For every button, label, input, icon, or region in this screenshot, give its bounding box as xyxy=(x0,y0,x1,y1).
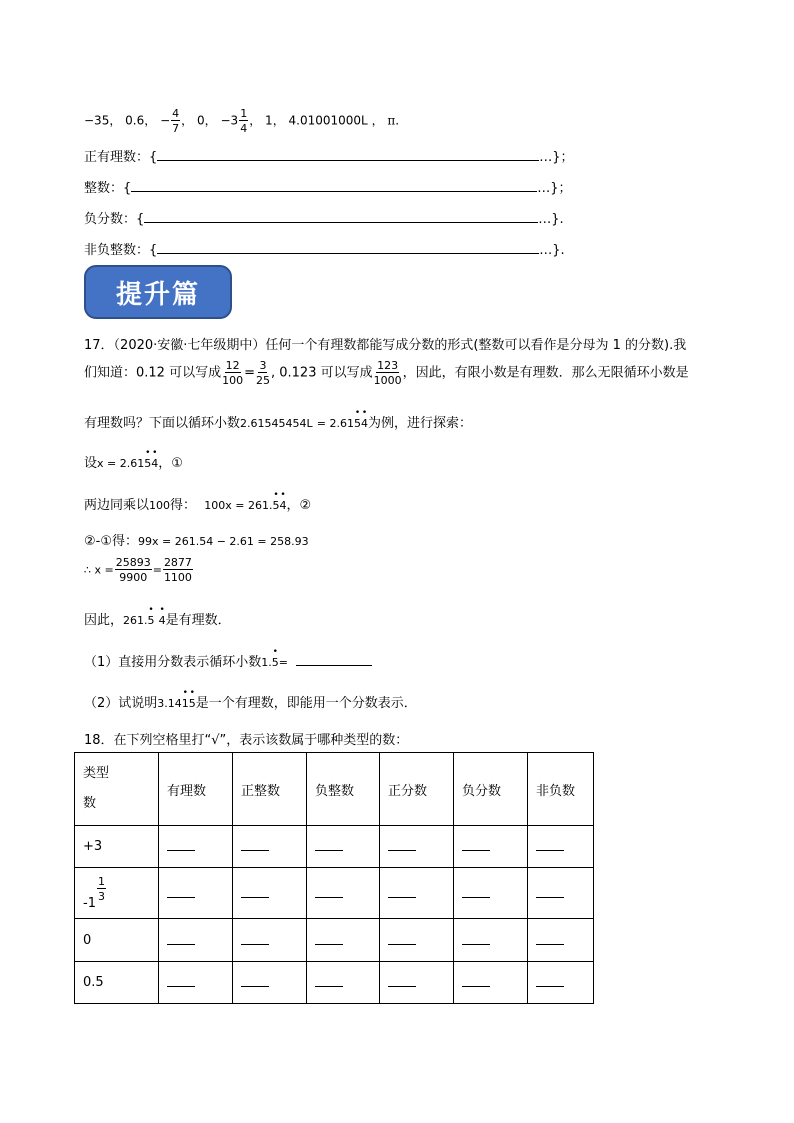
table-header-row xyxy=(75,753,594,826)
header-corner xyxy=(75,753,159,826)
table-row xyxy=(75,868,594,919)
answer-cell[interactable] xyxy=(454,919,528,962)
denominator: 1000 xyxy=(373,374,402,387)
denominator: 9900 xyxy=(119,571,148,584)
table-row xyxy=(75,826,594,868)
classify-label: 负分数：{ xyxy=(84,212,145,227)
answer-cell[interactable] xyxy=(307,962,380,1004)
text-run: 两边同乘以 xyxy=(84,498,150,513)
text-run: 们知道：0.12 可以写成 xyxy=(84,365,222,381)
answer-cell[interactable] xyxy=(454,962,528,1004)
answer-blank[interactable] xyxy=(315,932,343,945)
answer-blank[interactable] xyxy=(536,885,564,898)
repeat-digit: • 5 xyxy=(148,614,155,627)
answer-blank[interactable] xyxy=(167,974,195,987)
text-run: 是有理数． xyxy=(165,613,231,628)
answer-blank[interactable] xyxy=(315,838,343,851)
text-run: , 0.123 可以写成 xyxy=(270,365,373,381)
answer-blank[interactable] xyxy=(388,974,416,987)
column-header: 负分数 xyxy=(454,753,528,826)
classify-label: 正有理数：{ xyxy=(84,150,158,165)
text-run: （2）试说明 xyxy=(84,696,158,711)
repeat-digit: • 4 xyxy=(361,417,368,430)
classify-positive-rational xyxy=(84,146,574,165)
math-run: 1. xyxy=(261,656,272,669)
classify-negative-fraction xyxy=(84,208,564,227)
separator: ， xyxy=(109,113,122,128)
repeat-digit: • 4 xyxy=(159,614,166,627)
mixed-whole: -1 xyxy=(83,895,96,911)
column-header: 正整数 xyxy=(233,753,307,826)
separator: . xyxy=(395,113,400,128)
number-item: 4.01001000L xyxy=(288,113,368,128)
text-run: ，因此，有限小数是有理数．那么无限循环小数是 xyxy=(402,365,689,381)
numerator: 1 xyxy=(97,875,105,888)
math-run: 3.14 xyxy=(157,697,182,710)
fraction xyxy=(256,360,270,386)
fraction xyxy=(115,557,152,583)
answer-cell[interactable] xyxy=(380,868,454,919)
classify-tail: …}； xyxy=(537,181,572,196)
answer-cell[interactable] xyxy=(380,919,454,962)
q17-step5 xyxy=(84,609,231,628)
repeat-digit: • 5 xyxy=(189,697,196,710)
pi-item: π xyxy=(387,113,396,128)
text-run: 有理数吗？下面以循环小数 xyxy=(84,416,241,431)
answer-cell[interactable] xyxy=(159,962,233,1004)
answer-blank[interactable] xyxy=(315,974,343,987)
numerator: 2877 xyxy=(163,556,192,569)
number-item-sign: − xyxy=(160,113,171,128)
answer-cell[interactable] xyxy=(159,919,233,962)
header-corner-top: 类型 xyxy=(83,766,110,781)
q18-text: 18．在下列空格里打“√”，表示该数属于哪种类型的数： xyxy=(84,733,409,748)
q17-line2 xyxy=(84,360,689,386)
text-run: ，① xyxy=(158,456,183,471)
answer-blank[interactable] xyxy=(157,242,539,254)
numerator: 25893 xyxy=(115,556,151,569)
answer-blank[interactable] xyxy=(536,838,564,851)
number-item: 0 xyxy=(197,113,205,128)
text-run: 因此， xyxy=(84,613,124,628)
text-run: 为例，进行探索： xyxy=(368,416,473,431)
answer-blank[interactable] xyxy=(462,838,490,851)
answer-blank[interactable] xyxy=(315,885,343,898)
answer-cell[interactable] xyxy=(454,868,528,919)
answer-cell[interactable] xyxy=(233,919,307,962)
answer-cell[interactable] xyxy=(233,962,307,1004)
answer-blank[interactable] xyxy=(462,885,490,898)
denominator: 100 xyxy=(222,374,244,387)
q17-step3 xyxy=(84,530,309,549)
math-run: 100x = 261. xyxy=(204,499,273,512)
column-header: 有理数 xyxy=(159,753,233,826)
section-badge: 提升篇 xyxy=(84,265,232,319)
text-run: 得： xyxy=(170,498,197,513)
answer-blank[interactable] xyxy=(241,838,269,851)
answer-blank[interactable] xyxy=(388,885,416,898)
fraction xyxy=(97,876,106,902)
equals-sign: = xyxy=(278,656,288,669)
classify-tail: …}. xyxy=(538,212,564,227)
classify-integer xyxy=(84,177,572,196)
fraction xyxy=(239,108,248,134)
numerator: 4 xyxy=(172,107,180,120)
answer-blank[interactable] xyxy=(536,974,564,987)
row-label: 0.5 xyxy=(75,962,159,1004)
answer-blank[interactable] xyxy=(157,149,539,161)
text-run: 是一个有理数，即能用一个分数表示． xyxy=(195,696,417,711)
repeat-digit: • 1 xyxy=(182,697,189,710)
answer-blank[interactable] xyxy=(167,838,195,851)
classify-tail: …}； xyxy=(539,150,574,165)
answer-cell[interactable] xyxy=(528,826,594,868)
answer-blank[interactable] xyxy=(462,932,490,945)
table-row xyxy=(75,919,594,962)
answer-cell[interactable] xyxy=(454,826,528,868)
answer-blank[interactable] xyxy=(167,885,195,898)
number-item: 0.6 xyxy=(125,113,145,128)
fraction xyxy=(374,360,402,386)
math-run: x = 2.61 xyxy=(97,457,145,470)
math-run: 99x = 261.54 − 2.61 = 258.93 xyxy=(138,535,309,548)
answer-blank[interactable] xyxy=(388,838,416,851)
fraction xyxy=(222,360,243,386)
repeat-digit: • 5 xyxy=(272,656,279,669)
numerator: 1 xyxy=(240,107,248,120)
math-run: 261. xyxy=(123,614,148,627)
classify-label: 非负整数：{ xyxy=(84,243,158,258)
number-item: −3 xyxy=(220,113,239,128)
classify-nonnegative-integer xyxy=(84,239,565,258)
answer-blank[interactable] xyxy=(241,932,269,945)
q17-step4 xyxy=(84,557,194,583)
separator: ， xyxy=(272,113,285,128)
denominator: 1100 xyxy=(163,571,192,584)
numerator: 12 xyxy=(225,359,240,372)
q17-line3 xyxy=(84,412,472,431)
q17-sub1 xyxy=(84,651,372,670)
numerator: 123 xyxy=(377,359,399,372)
text-run: 设 xyxy=(84,456,98,471)
repeat-digit: • 4 xyxy=(151,457,158,470)
answer-cell[interactable] xyxy=(307,919,380,962)
math-run: = 2.61 xyxy=(316,417,354,430)
answer-cell[interactable] xyxy=(233,826,307,868)
answer-blank[interactable] xyxy=(296,654,372,666)
answer-cell[interactable] xyxy=(528,962,594,1004)
q17-sub2 xyxy=(84,692,417,711)
answer-cell[interactable] xyxy=(380,962,454,1004)
classification-table xyxy=(74,752,594,1004)
equals-sign: = xyxy=(152,563,162,577)
number-list xyxy=(84,108,399,134)
header-corner-bottom: 数 xyxy=(83,796,97,811)
text-run: ，② xyxy=(286,498,312,513)
fraction xyxy=(163,557,193,583)
row-label xyxy=(75,868,159,919)
answer-cell[interactable] xyxy=(528,868,594,919)
denominator: 3 xyxy=(97,890,105,903)
classify-tail: …}. xyxy=(539,243,565,258)
answer-cell[interactable] xyxy=(233,868,307,919)
text-run: （1）直接用分数表示循环小数 xyxy=(84,655,262,670)
answer-cell[interactable] xyxy=(159,826,233,868)
answer-cell[interactable] xyxy=(159,868,233,919)
table-row xyxy=(75,962,594,1004)
answer-blank[interactable] xyxy=(144,211,538,223)
answer-blank[interactable] xyxy=(536,932,564,945)
classify-label: 整数：{ xyxy=(84,181,132,196)
math-run: 2.61545454L xyxy=(240,417,313,430)
numerator: 3 xyxy=(259,359,267,372)
separator: ， xyxy=(204,113,217,128)
row-label: +3 xyxy=(75,826,159,868)
denominator: 4 xyxy=(240,122,248,135)
number-item: −35 xyxy=(84,113,110,128)
denominator: 7 xyxy=(172,122,180,135)
number-item: 1 xyxy=(265,113,273,128)
answer-blank[interactable] xyxy=(241,885,269,898)
answer-cell[interactable] xyxy=(380,826,454,868)
column-header: 负整数 xyxy=(307,753,380,826)
repeat-digit: • 5 xyxy=(144,457,151,470)
column-header: 非负数 xyxy=(528,753,594,826)
repeat-digit: • 5 xyxy=(273,499,280,512)
repeat-digit: • 5 xyxy=(354,417,361,430)
answer-cell[interactable] xyxy=(528,919,594,962)
separator: ， xyxy=(367,113,384,128)
separator: ， xyxy=(144,113,157,128)
repeat-digit: • 4 xyxy=(280,499,287,512)
answer-blank[interactable] xyxy=(241,974,269,987)
q17-step2 xyxy=(84,494,311,513)
answer-blank[interactable] xyxy=(462,974,490,987)
q17-line1: 17．（2020·安徽·七年级期中）任何一个有理数都能写成分数的形式(整数可以看作是分母为 1 的分数).我 xyxy=(84,338,687,353)
answer-blank[interactable] xyxy=(167,932,195,945)
separator: ， xyxy=(249,113,262,128)
math-run: ∴ x = xyxy=(84,563,114,577)
q17-step1 xyxy=(84,452,183,471)
answer-cell[interactable] xyxy=(307,868,380,919)
fraction xyxy=(171,108,180,134)
answer-cell[interactable] xyxy=(307,826,380,868)
answer-blank[interactable] xyxy=(131,180,537,192)
math-run: 100 xyxy=(149,499,171,512)
text-run: ②-①得： xyxy=(84,534,138,549)
denominator: 25 xyxy=(255,374,270,387)
column-header: 正分数 xyxy=(380,753,454,826)
answer-blank[interactable] xyxy=(388,932,416,945)
separator: ， xyxy=(181,113,194,128)
row-label: 0 xyxy=(75,919,159,962)
equals-sign: = xyxy=(244,365,255,381)
